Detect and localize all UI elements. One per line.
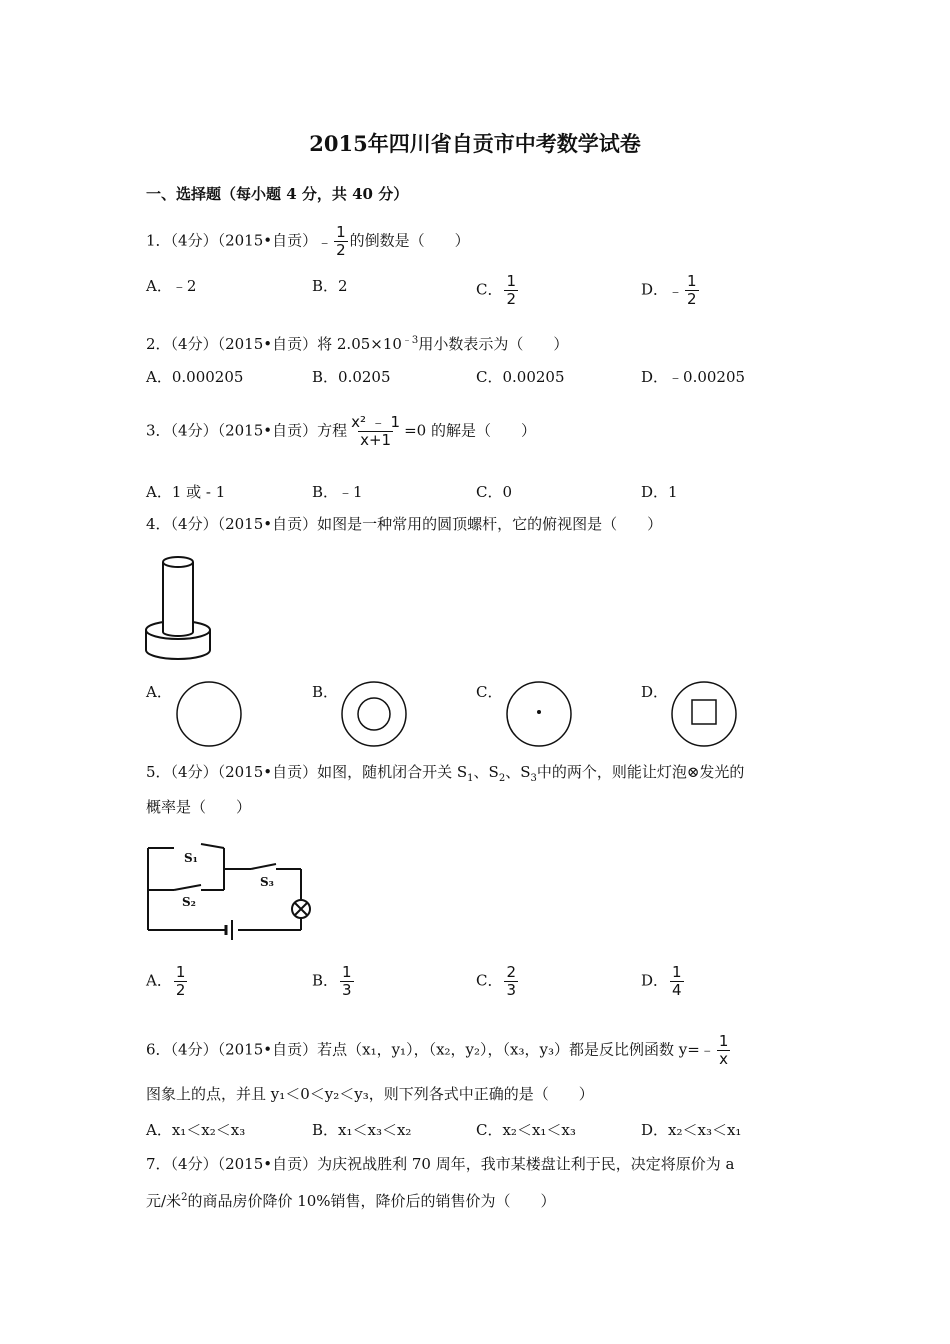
q6-option-d: D．x₂＜x₃＜x₁ [641,1121,742,1139]
q4-option-b-label: B． [312,683,339,701]
question-1-stem: 1．（4分）（2015•自贡）﹣ $\frac{1}{2}$ 的倒数是（ ） [146,223,470,259]
switch-s3-blade [251,864,276,869]
q4-option-c-label: C． [476,683,503,701]
q2-option-b: B．0.0205 [312,368,391,386]
q5-option-b: B． $\frac{1}{3}$ [312,963,352,999]
question-7-stem-line2: 元/米$^2$的商品房价降价 10%销售，降价后的销售价为（ ） [146,1192,556,1210]
q2-option-d: D．﹣0.00205 [641,368,746,386]
q3-option-c: C．0 [476,483,513,501]
switch-s2-label: S₂ [182,895,196,909]
q5-option-d: D． $\frac{1}{4}$ [641,963,682,999]
question-2-stem: 2．（4分）（2015•自贡）将 $2.05\times 10^{﹣3}$用小数表示为（ ） [146,335,569,353]
q5-option-a: A． $\frac{1}{2}$ [146,963,186,999]
q4-option-a-figure [175,680,243,748]
circuit-wires [148,844,310,940]
q6-option-a: A．x₁＜x₂＜x₃ [146,1121,246,1139]
q1-option-b: B．2 [312,277,348,295]
question-5-stem-line1: 5．（4分）（2015•自贡）如图，随机闭合开关 $S_1$、$S_2$、$S_3$中的两个，则能让灯泡⊗发光的 [146,763,745,784]
q4-option-a-label: A． [146,683,172,701]
page-title: 2015年四川省自贡市中考数学试卷 [309,131,641,156]
question-6-stem-line1: 6．（4分）（2015•自贡）若点（x₁，y₁），（x₂，y₂），（x₃，y₃）都是反比例函数 y=﹣ $\frac{1}{x}$ [146,1032,729,1068]
switch-s2-blade [174,885,201,890]
question-3-stem: 3．（4分）（2015•自贡）方程 $\frac{\text{x² ﹣ 1}}{x+1}$ =0 的解是（ ） [146,413,536,449]
question-5-stem-line2: 概率是（ ） [146,798,252,816]
q2-option-a: A．0.000205 [146,368,244,386]
q2-option-c: C．0.00205 [476,368,565,386]
q1-option-d: D．﹣ $\frac{1}{2}$ [641,272,697,308]
q6-option-c: C．x₂＜x₁＜x₃ [476,1121,576,1139]
q4-option-d-label: D． [641,683,669,701]
q1-option-c: C． $\frac{1}{2}$ [476,272,517,308]
question-4-stem: 4．（4分）（2015•自贡）如图是一种常用的圆顶螺杆，它的俯视图是（ ） [146,515,663,533]
switch-s3-label: S₃ [260,875,274,889]
question-6-stem-line2: 图象上的点，并且 y₁＜0＜y₂＜y₃，则下列各式中正确的是（ ） [146,1085,594,1103]
q4-option-b-figure [340,680,408,748]
q3-option-b: B．﹣1 [312,483,363,501]
question-7-stem-line1: 7．（4分）（2015•自贡）为庆祝战胜利 70 周年，我市某楼盘让利于民，决定将原价为 a [146,1155,735,1173]
circuit-diagram [146,838,316,943]
q6-option-b: B．x₁＜x₃＜x₂ [312,1121,412,1139]
switch-s1-label: S₁ [184,851,198,865]
section-heading: 一、选择题（每小题 4 分，共 40 分） [146,185,409,203]
q3-option-a: A．1 或 - 1 [146,483,226,501]
q1-option-a: A．﹣2 [146,277,197,295]
q3-option-d: D．1 [641,483,678,501]
screw-figure [140,548,220,663]
q4-option-d-figure [670,680,738,748]
switch-s1-blade [201,844,224,848]
q4-option-c-figure [505,680,573,748]
q5-option-c: C． $\frac{2}{3}$ [476,963,517,999]
